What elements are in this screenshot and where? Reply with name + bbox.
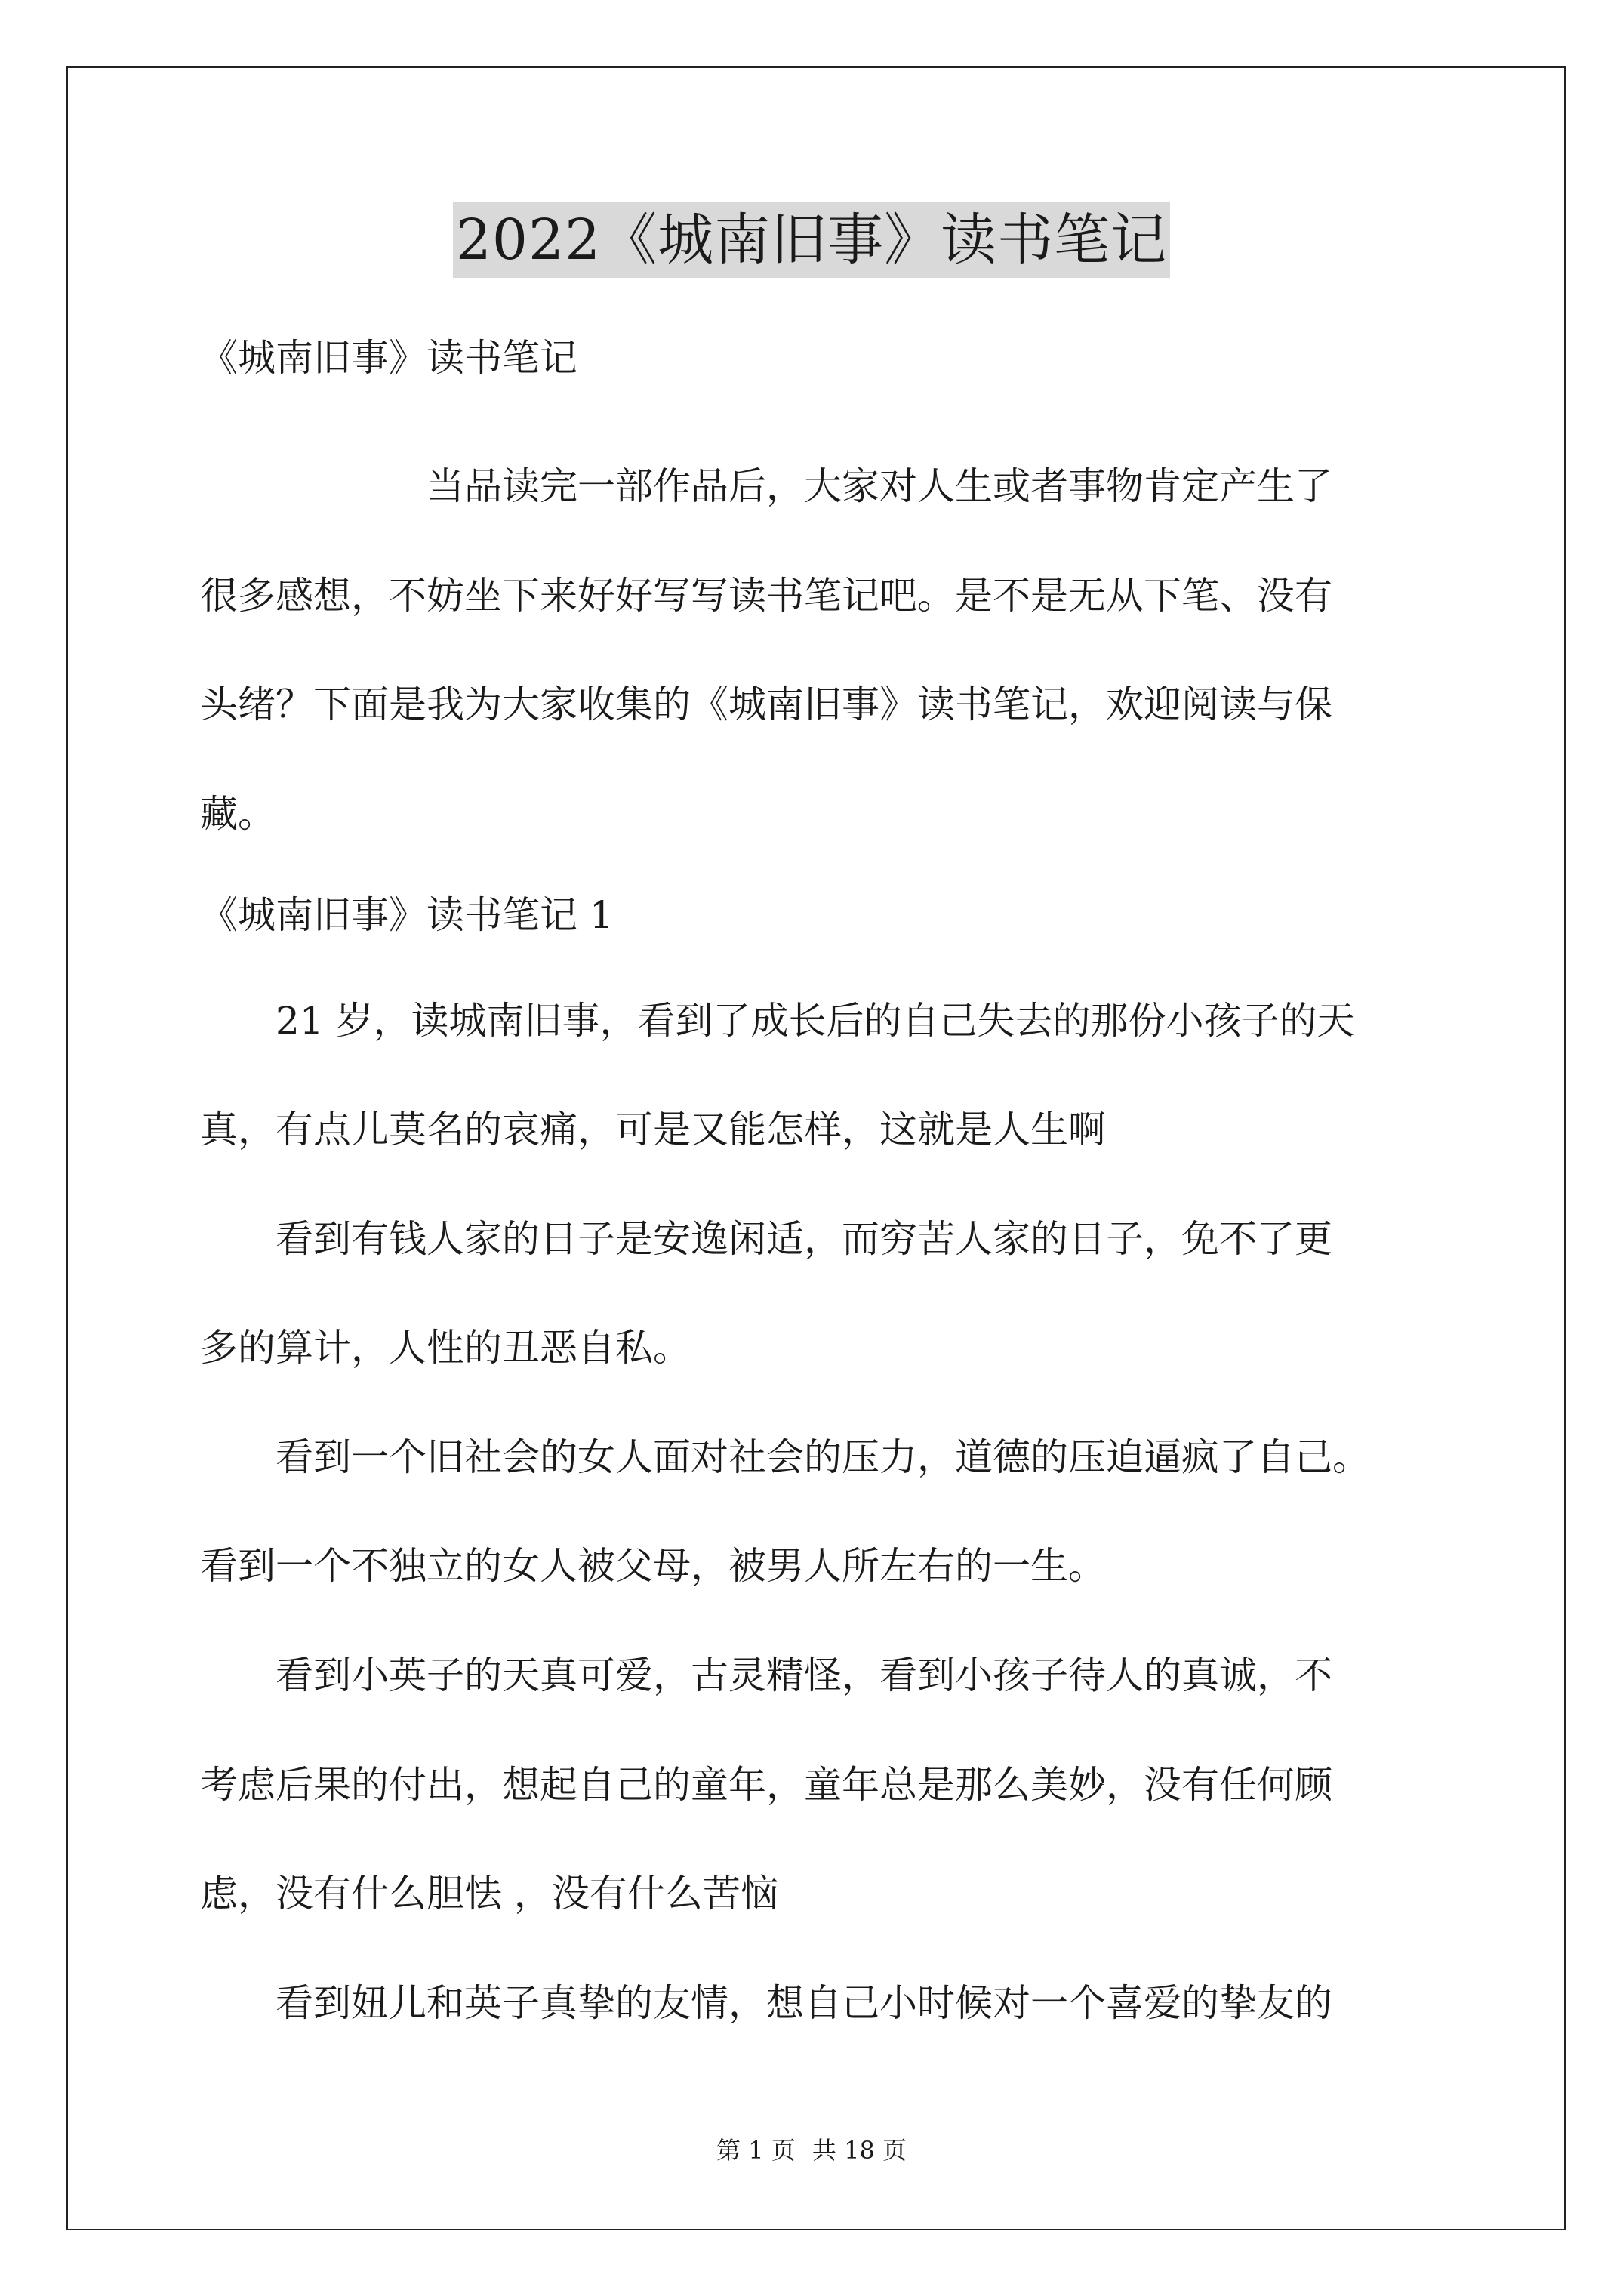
text-line: 看到妞儿和英子真挚的友情，想自己小时候对一个喜爱的挚友的 <box>200 1981 1332 2025</box>
text-line: 考虑后果的付出，想起自己的童年，童年总是那么美妙，没有任何顾 <box>200 1763 1332 1807</box>
text-line: 看到一个旧社会的女人面对社会的压力，道德的压迫逼疯了自己。 <box>200 1435 1370 1479</box>
section-heading: 《城南旧事》读书笔记 1 <box>200 893 614 937</box>
text-line: 虑，没有什么胆怯 ，没有什么苦恼 <box>200 1872 778 1915</box>
text-line: 当品读完一部作品后，大家对人生或者事物肯定产生了 <box>200 464 1332 508</box>
text-line: 多的算计，人性的丑恶自私。 <box>200 1326 691 1370</box>
text-line: 很多感想，不妨坐下来好好写写读书笔记吧。是不是无从下笔、没有 <box>200 574 1332 618</box>
text-line: 21 岁，读城南旧事，看到了成长后的自己失去的那份小孩子的天 <box>200 999 1355 1043</box>
document-subtitle: 《城南旧事》读书笔记 <box>200 336 577 380</box>
text-line: 真，有点儿莫名的哀痛，可是又能怎样，这就是人生啊 <box>200 1108 1106 1151</box>
page-total: 共 18 页 <box>812 2136 907 2165</box>
title-container <box>0 202 1623 278</box>
text-line: 看到有钱人家的日子是安逸闲适，而穷苦人家的日子，免不了更 <box>200 1217 1332 1261</box>
text-line: 头绪？下面是我为大家收集的《城南旧事》读书笔记，欢迎阅读与保 <box>200 683 1332 726</box>
document-title: 2022《城南旧事》读书笔记 <box>453 202 1170 278</box>
page-number: 第 1 页 <box>716 2136 796 2165</box>
text-line: 看到一个不独立的女人被父母，被男人所左右的一生。 <box>200 1544 1106 1588</box>
text-line: 藏。 <box>200 792 276 836</box>
page-footer <box>0 2135 1623 2165</box>
text-line: 看到小英子的天真可爱，古灵精怪，看到小孩子待人的真诚，不 <box>200 1653 1332 1697</box>
